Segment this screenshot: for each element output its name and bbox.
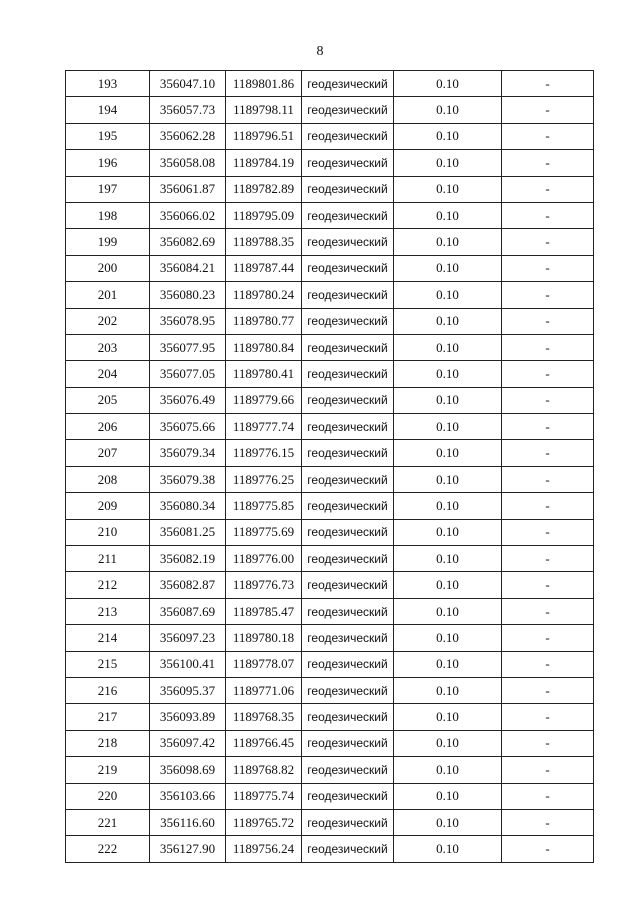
method-cell: геодезический bbox=[302, 176, 394, 202]
table-row bbox=[66, 677, 594, 703]
point-number-cell: 214 bbox=[66, 625, 150, 651]
note-cell: - bbox=[502, 176, 594, 202]
table-row bbox=[66, 414, 594, 440]
accuracy-cell: 0.10 bbox=[394, 255, 502, 281]
point-number-cell: 204 bbox=[66, 361, 150, 387]
accuracy-cell: 0.10 bbox=[394, 519, 502, 545]
method-cell: геодезический bbox=[302, 546, 394, 572]
note-cell: - bbox=[502, 150, 594, 176]
note-cell: - bbox=[502, 361, 594, 387]
table-row bbox=[66, 387, 594, 413]
y-coordinate-cell: 1189776.25 bbox=[226, 466, 302, 492]
method-cell: геодезический bbox=[302, 361, 394, 387]
point-number-cell: 203 bbox=[66, 334, 150, 360]
note-cell: - bbox=[502, 282, 594, 308]
point-number-cell: 210 bbox=[66, 519, 150, 545]
x-coordinate-cell: 356058.08 bbox=[150, 150, 226, 176]
table-row bbox=[66, 546, 594, 572]
x-coordinate-cell: 356098.69 bbox=[150, 757, 226, 783]
method-cell: геодезический bbox=[302, 730, 394, 756]
point-number-cell: 217 bbox=[66, 704, 150, 730]
x-coordinate-cell: 356093.89 bbox=[150, 704, 226, 730]
method-cell: геодезический bbox=[302, 123, 394, 149]
note-cell: - bbox=[502, 255, 594, 281]
x-coordinate-cell: 356087.69 bbox=[150, 598, 226, 624]
y-coordinate-cell: 1189779.66 bbox=[226, 387, 302, 413]
note-cell: - bbox=[502, 783, 594, 809]
y-coordinate-cell: 1189771.06 bbox=[226, 677, 302, 703]
table-row bbox=[66, 625, 594, 651]
point-number-cell: 218 bbox=[66, 730, 150, 756]
point-number-cell: 211 bbox=[66, 546, 150, 572]
y-coordinate-cell: 1189768.82 bbox=[226, 757, 302, 783]
x-coordinate-cell: 356079.34 bbox=[150, 440, 226, 466]
point-number-cell: 220 bbox=[66, 783, 150, 809]
point-number-cell: 197 bbox=[66, 176, 150, 202]
y-coordinate-cell: 1189798.11 bbox=[226, 97, 302, 123]
table-row bbox=[66, 730, 594, 756]
x-coordinate-cell: 356066.02 bbox=[150, 202, 226, 228]
y-coordinate-cell: 1189766.45 bbox=[226, 730, 302, 756]
point-number-cell: 216 bbox=[66, 677, 150, 703]
note-cell: - bbox=[502, 519, 594, 545]
x-coordinate-cell: 356084.21 bbox=[150, 255, 226, 281]
accuracy-cell: 0.10 bbox=[394, 493, 502, 519]
point-number-cell: 200 bbox=[66, 255, 150, 281]
x-coordinate-cell: 356082.19 bbox=[150, 546, 226, 572]
method-cell: геодезический bbox=[302, 677, 394, 703]
method-cell: геодезический bbox=[302, 783, 394, 809]
accuracy-cell: 0.10 bbox=[394, 123, 502, 149]
method-cell: геодезический bbox=[302, 519, 394, 545]
table-row bbox=[66, 202, 594, 228]
accuracy-cell: 0.10 bbox=[394, 677, 502, 703]
note-cell: - bbox=[502, 572, 594, 598]
table-row bbox=[66, 809, 594, 835]
method-cell: геодезический bbox=[302, 651, 394, 677]
note-cell: - bbox=[502, 466, 594, 492]
accuracy-cell: 0.10 bbox=[394, 202, 502, 228]
note-cell: - bbox=[502, 414, 594, 440]
method-cell: геодезический bbox=[302, 71, 394, 97]
accuracy-cell: 0.10 bbox=[394, 71, 502, 97]
note-cell: - bbox=[502, 598, 594, 624]
accuracy-cell: 0.10 bbox=[394, 387, 502, 413]
note-cell: - bbox=[502, 334, 594, 360]
note-cell: - bbox=[502, 757, 594, 783]
x-coordinate-cell: 356116.60 bbox=[150, 809, 226, 835]
method-cell: геодезический bbox=[302, 466, 394, 492]
accuracy-cell: 0.10 bbox=[394, 229, 502, 255]
x-coordinate-cell: 356082.69 bbox=[150, 229, 226, 255]
method-cell: геодезический bbox=[302, 598, 394, 624]
note-cell: - bbox=[502, 202, 594, 228]
coordinates-table bbox=[65, 70, 594, 863]
point-number-cell: 201 bbox=[66, 282, 150, 308]
table-row bbox=[66, 651, 594, 677]
y-coordinate-cell: 1189785.47 bbox=[226, 598, 302, 624]
y-coordinate-cell: 1189768.35 bbox=[226, 704, 302, 730]
y-coordinate-cell: 1189776.73 bbox=[226, 572, 302, 598]
table-row bbox=[66, 255, 594, 281]
table-row bbox=[66, 71, 594, 97]
y-coordinate-cell: 1189784.19 bbox=[226, 150, 302, 176]
point-number-cell: 219 bbox=[66, 757, 150, 783]
y-coordinate-cell: 1189775.69 bbox=[226, 519, 302, 545]
x-coordinate-cell: 356076.49 bbox=[150, 387, 226, 413]
coordinates-table-body bbox=[66, 71, 594, 863]
y-coordinate-cell: 1189782.89 bbox=[226, 176, 302, 202]
y-coordinate-cell: 1189780.18 bbox=[226, 625, 302, 651]
method-cell: геодезический bbox=[302, 150, 394, 176]
x-coordinate-cell: 356080.23 bbox=[150, 282, 226, 308]
table-row bbox=[66, 757, 594, 783]
point-number-cell: 194 bbox=[66, 97, 150, 123]
y-coordinate-cell: 1189775.74 bbox=[226, 783, 302, 809]
accuracy-cell: 0.10 bbox=[394, 97, 502, 123]
x-coordinate-cell: 356081.25 bbox=[150, 519, 226, 545]
y-coordinate-cell: 1189795.09 bbox=[226, 202, 302, 228]
accuracy-cell: 0.10 bbox=[394, 361, 502, 387]
accuracy-cell: 0.10 bbox=[394, 546, 502, 572]
table-row bbox=[66, 466, 594, 492]
table-row bbox=[66, 572, 594, 598]
method-cell: геодезический bbox=[302, 757, 394, 783]
point-number-cell: 215 bbox=[66, 651, 150, 677]
y-coordinate-cell: 1189765.72 bbox=[226, 809, 302, 835]
y-coordinate-cell: 1189777.74 bbox=[226, 414, 302, 440]
point-number-cell: 208 bbox=[66, 466, 150, 492]
x-coordinate-cell: 356080.34 bbox=[150, 493, 226, 519]
y-coordinate-cell: 1189788.35 bbox=[226, 229, 302, 255]
x-coordinate-cell: 356077.95 bbox=[150, 334, 226, 360]
y-coordinate-cell: 1189775.85 bbox=[226, 493, 302, 519]
accuracy-cell: 0.10 bbox=[394, 730, 502, 756]
method-cell: геодезический bbox=[302, 704, 394, 730]
note-cell: - bbox=[502, 308, 594, 334]
note-cell: - bbox=[502, 704, 594, 730]
method-cell: геодезический bbox=[302, 202, 394, 228]
x-coordinate-cell: 356077.05 bbox=[150, 361, 226, 387]
note-cell: - bbox=[502, 229, 594, 255]
y-coordinate-cell: 1189778.07 bbox=[226, 651, 302, 677]
table-row bbox=[66, 229, 594, 255]
point-number-cell: 212 bbox=[66, 572, 150, 598]
accuracy-cell: 0.10 bbox=[394, 440, 502, 466]
method-cell: геодезический bbox=[302, 440, 394, 466]
y-coordinate-cell: 1189776.15 bbox=[226, 440, 302, 466]
point-number-cell: 193 bbox=[66, 71, 150, 97]
table-row bbox=[66, 598, 594, 624]
x-coordinate-cell: 356062.28 bbox=[150, 123, 226, 149]
method-cell: геодезический bbox=[302, 282, 394, 308]
accuracy-cell: 0.10 bbox=[394, 704, 502, 730]
table-row bbox=[66, 123, 594, 149]
point-number-cell: 207 bbox=[66, 440, 150, 466]
point-number-cell: 196 bbox=[66, 150, 150, 176]
note-cell: - bbox=[502, 387, 594, 413]
x-coordinate-cell: 356075.66 bbox=[150, 414, 226, 440]
accuracy-cell: 0.10 bbox=[394, 414, 502, 440]
table-row bbox=[66, 334, 594, 360]
y-coordinate-cell: 1189776.00 bbox=[226, 546, 302, 572]
note-cell: - bbox=[502, 809, 594, 835]
accuracy-cell: 0.10 bbox=[394, 282, 502, 308]
x-coordinate-cell: 356097.42 bbox=[150, 730, 226, 756]
accuracy-cell: 0.10 bbox=[394, 176, 502, 202]
point-number-cell: 222 bbox=[66, 836, 150, 862]
point-number-cell: 202 bbox=[66, 308, 150, 334]
accuracy-cell: 0.10 bbox=[394, 598, 502, 624]
table-row bbox=[66, 97, 594, 123]
point-number-cell: 221 bbox=[66, 809, 150, 835]
point-number-cell: 206 bbox=[66, 414, 150, 440]
table-row bbox=[66, 704, 594, 730]
method-cell: геодезический bbox=[302, 229, 394, 255]
table-row bbox=[66, 176, 594, 202]
note-cell: - bbox=[502, 71, 594, 97]
table-row bbox=[66, 361, 594, 387]
x-coordinate-cell: 356127.90 bbox=[150, 836, 226, 862]
method-cell: геодезический bbox=[302, 493, 394, 519]
x-coordinate-cell: 356082.87 bbox=[150, 572, 226, 598]
table-row bbox=[66, 440, 594, 466]
x-coordinate-cell: 356100.41 bbox=[150, 651, 226, 677]
method-cell: геодезический bbox=[302, 572, 394, 598]
point-number-cell: 195 bbox=[66, 123, 150, 149]
note-cell: - bbox=[502, 836, 594, 862]
point-number-cell: 199 bbox=[66, 229, 150, 255]
accuracy-cell: 0.10 bbox=[394, 783, 502, 809]
table-row bbox=[66, 493, 594, 519]
y-coordinate-cell: 1189796.51 bbox=[226, 123, 302, 149]
accuracy-cell: 0.10 bbox=[394, 308, 502, 334]
method-cell: геодезический bbox=[302, 255, 394, 281]
point-number-cell: 205 bbox=[66, 387, 150, 413]
method-cell: геодезический bbox=[302, 625, 394, 651]
method-cell: геодезический bbox=[302, 334, 394, 360]
x-coordinate-cell: 356097.23 bbox=[150, 625, 226, 651]
accuracy-cell: 0.10 bbox=[394, 150, 502, 176]
x-coordinate-cell: 356103.66 bbox=[150, 783, 226, 809]
y-coordinate-cell: 1189801.86 bbox=[226, 71, 302, 97]
accuracy-cell: 0.10 bbox=[394, 651, 502, 677]
accuracy-cell: 0.10 bbox=[394, 625, 502, 651]
note-cell: - bbox=[502, 123, 594, 149]
x-coordinate-cell: 356061.87 bbox=[150, 176, 226, 202]
accuracy-cell: 0.10 bbox=[394, 809, 502, 835]
note-cell: - bbox=[502, 730, 594, 756]
x-coordinate-cell: 356079.38 bbox=[150, 466, 226, 492]
y-coordinate-cell: 1189780.84 bbox=[226, 334, 302, 360]
x-coordinate-cell: 356047.10 bbox=[150, 71, 226, 97]
table-row bbox=[66, 308, 594, 334]
table-row bbox=[66, 150, 594, 176]
x-coordinate-cell: 356095.37 bbox=[150, 677, 226, 703]
note-cell: - bbox=[502, 97, 594, 123]
table-row bbox=[66, 282, 594, 308]
x-coordinate-cell: 356078.95 bbox=[150, 308, 226, 334]
table-row bbox=[66, 783, 594, 809]
note-cell: - bbox=[502, 677, 594, 703]
method-cell: геодезический bbox=[302, 308, 394, 334]
point-number-cell: 209 bbox=[66, 493, 150, 519]
note-cell: - bbox=[502, 440, 594, 466]
accuracy-cell: 0.10 bbox=[394, 334, 502, 360]
table-row bbox=[66, 836, 594, 862]
table-row bbox=[66, 519, 594, 545]
y-coordinate-cell: 1189787.44 bbox=[226, 255, 302, 281]
point-number-cell: 198 bbox=[66, 202, 150, 228]
note-cell: - bbox=[502, 625, 594, 651]
note-cell: - bbox=[502, 546, 594, 572]
method-cell: геодезический bbox=[302, 387, 394, 413]
y-coordinate-cell: 1189780.41 bbox=[226, 361, 302, 387]
y-coordinate-cell: 1189780.24 bbox=[226, 282, 302, 308]
accuracy-cell: 0.10 bbox=[394, 466, 502, 492]
point-number-cell: 213 bbox=[66, 598, 150, 624]
accuracy-cell: 0.10 bbox=[394, 757, 502, 783]
y-coordinate-cell: 1189756.24 bbox=[226, 836, 302, 862]
accuracy-cell: 0.10 bbox=[394, 572, 502, 598]
method-cell: геодезический bbox=[302, 414, 394, 440]
accuracy-cell: 0.10 bbox=[394, 836, 502, 862]
y-coordinate-cell: 1189780.77 bbox=[226, 308, 302, 334]
page-number: 8 bbox=[316, 44, 324, 59]
method-cell: геодезический bbox=[302, 97, 394, 123]
note-cell: - bbox=[502, 493, 594, 519]
note-cell: - bbox=[502, 651, 594, 677]
method-cell: геодезический bbox=[302, 836, 394, 862]
method-cell: геодезический bbox=[302, 809, 394, 835]
x-coordinate-cell: 356057.73 bbox=[150, 97, 226, 123]
